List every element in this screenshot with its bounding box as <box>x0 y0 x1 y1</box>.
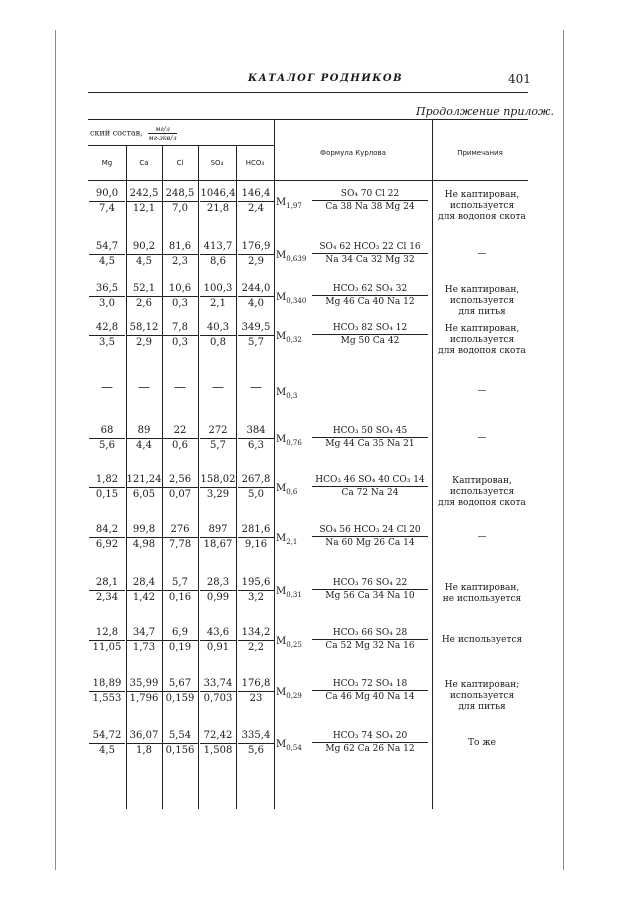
mineralization: $M_{0,54}$ <box>276 739 302 752</box>
mineralization-value: 1,97 <box>286 202 302 210</box>
value-mg-eq-per-l: 0,8 <box>210 337 226 348</box>
table-top-rule <box>88 119 528 120</box>
unit-fraction <box>148 125 177 142</box>
note-line: Не каптирован, <box>444 190 520 200</box>
formula-anions: HCO₃ 66 SO₄ 28 <box>312 627 428 640</box>
value-mg-eq-per-l: 0,16 <box>168 592 192 603</box>
note-line: Не каптирован; <box>444 680 520 690</box>
ion-value-cell <box>238 474 274 501</box>
value-mg-per-l: 99,8 <box>126 524 162 538</box>
ion-value-cell <box>126 283 162 310</box>
value-mg-eq-per-l: 0,99 <box>206 592 230 603</box>
note-line: Каптирован, <box>452 476 512 486</box>
value-mg-per-l: 18,89 <box>89 678 125 692</box>
formula-cations: Mg 62 Ca 26 Na 12 <box>325 744 415 754</box>
value-mg-eq-per-l: 0,156 <box>165 745 195 756</box>
note-line: используется <box>449 296 515 306</box>
value-mg-per-l: 89 <box>126 425 162 439</box>
ion-value-cell <box>200 241 236 268</box>
row-note <box>434 680 530 713</box>
value-mg-per-l: 244,0 <box>238 283 274 297</box>
row-note <box>434 386 530 397</box>
value-mg-per-l: 100,3 <box>200 283 236 297</box>
value-dash: — <box>212 380 224 394</box>
value-mg-eq-per-l: 1,42 <box>132 592 156 603</box>
mineralization-value: 0,25 <box>286 641 302 649</box>
ion-value-cell <box>200 474 236 501</box>
row-note <box>434 324 530 357</box>
ion-value-cell <box>89 241 125 268</box>
note-line: Не каптирован, <box>444 583 520 593</box>
formula-anions: HCO₃ 76 SO₄ 22 <box>312 577 428 590</box>
running-header-title: КАТАЛОГ РОДНИКОВ <box>248 73 404 84</box>
mineralization-value: 0,340 <box>286 297 307 305</box>
ion-value-cell <box>238 678 274 705</box>
mineralization-value: 0,76 <box>286 439 302 447</box>
value-mg-per-l: 349,5 <box>238 322 274 336</box>
ion-value-cell <box>238 188 274 215</box>
value-mg-per-l: 10,6 <box>162 283 198 297</box>
value-mg-per-l: 36,5 <box>89 283 125 297</box>
scan-edge-left <box>55 30 56 870</box>
formula-anions: SO₄ 56 HCO₃ 24 Cl 20 <box>312 524 428 537</box>
row-note <box>434 190 530 223</box>
value-mg-eq-per-l: 23 <box>249 693 263 704</box>
value-mg-per-l: 195,6 <box>238 577 274 591</box>
row-note <box>434 433 530 444</box>
kurlov-formula <box>312 524 428 549</box>
ion-value-cell <box>238 627 274 654</box>
mineralization-value: 0,29 <box>286 692 302 700</box>
kurlov-formula <box>312 241 428 266</box>
value-mg-eq-per-l: 1,8 <box>136 745 152 756</box>
row-note <box>434 583 530 605</box>
mineralization-value: 0,54 <box>286 744 302 752</box>
row-note <box>434 249 530 260</box>
kurlov-formula <box>312 474 428 499</box>
value-mg-eq-per-l: 0,15 <box>95 489 119 500</box>
ion-value-cell <box>162 577 198 604</box>
value-mg-per-l: 84,2 <box>89 524 125 538</box>
note-line: для водопоя скота <box>438 346 526 356</box>
ion-value-cell <box>89 425 125 452</box>
mineralization-value: 2,1 <box>286 538 298 546</box>
note-line: используется <box>449 487 515 497</box>
formula-anions: HCO₃ 62 SO₄ 32 <box>312 283 428 296</box>
formula-cations: Ca 46 Mg 40 Na 14 <box>325 692 415 702</box>
value-mg-eq-per-l: 4,4 <box>136 440 152 451</box>
ion-value-cell <box>162 678 198 705</box>
value-mg-per-l: 897 <box>200 524 236 538</box>
note-line: Не каптирован, <box>444 285 520 295</box>
value-mg-per-l: 68 <box>89 425 125 439</box>
ion-value-cell <box>200 524 236 551</box>
mineralization: $M_{0,32}$ <box>276 331 302 344</box>
formula-cations: Mg 56 Ca 34 Na 10 <box>325 591 415 601</box>
note-line: — <box>477 532 487 542</box>
value-dash: — <box>250 380 262 394</box>
value-mg-eq-per-l: 7,4 <box>99 203 115 214</box>
formula-cations: Mg 50 Ca 42 <box>340 336 400 346</box>
col-header-so4: SO₄ <box>210 159 224 167</box>
value-mg-eq-per-l: 6,05 <box>132 489 156 500</box>
value-mg-eq-per-l: 0,159 <box>165 693 195 704</box>
ion-value-cell <box>126 627 162 654</box>
kurlov-formula <box>312 283 428 308</box>
value-mg-per-l: 276 <box>162 524 198 538</box>
value-mg-per-l: 36,07 <box>126 730 162 744</box>
ion-value-cell <box>89 188 125 215</box>
continuation-note: Продолжение прилож. <box>416 105 555 118</box>
value-mg-eq-per-l: 8,6 <box>210 256 226 267</box>
header-bottom-rule <box>88 180 528 181</box>
note-line: Не каптирован, <box>444 324 520 334</box>
formula-cations: Ca 72 Na 24 <box>341 488 399 498</box>
value-mg-per-l: 176,8 <box>238 678 274 692</box>
value-mg-per-l: 134,2 <box>238 627 274 641</box>
ion-value-cell <box>162 627 198 654</box>
value-mg-per-l: 176,9 <box>238 241 274 255</box>
value-mg-eq-per-l: 2,9 <box>136 337 152 348</box>
ion-value-cell <box>238 425 274 452</box>
ion-value-cell <box>162 188 198 215</box>
value-mg-eq-per-l: 1,73 <box>132 642 156 653</box>
formula-anions: HCO₃ 82 SO₄ 12 <box>312 322 428 335</box>
value-mg-per-l: 40,3 <box>200 322 236 336</box>
ion-value-cell <box>238 283 274 310</box>
note-line: для водопоя скота <box>438 498 526 508</box>
ion-value-cell <box>89 283 125 310</box>
mineralization: $M_{0,3}$ <box>276 387 298 400</box>
ion-value-cell <box>126 322 162 349</box>
ion-value-cell <box>162 474 198 501</box>
ion-value-cell <box>126 730 162 757</box>
value-mg-per-l: 6,9 <box>162 627 198 641</box>
row-note <box>434 476 530 509</box>
note-line: не используется <box>442 594 522 604</box>
value-mg-per-l: 54,7 <box>89 241 125 255</box>
formula-cations: Na 60 Mg 26 Ca 14 <box>325 538 415 548</box>
value-mg-per-l: 281,6 <box>238 524 274 538</box>
formula-anions: HCO₃ 46 SO₄ 40 CO₃ 14 <box>312 474 428 487</box>
value-mg-per-l: 248,5 <box>162 188 198 202</box>
col-header-ca: Ca <box>139 159 149 167</box>
value-mg-per-l: 413,7 <box>200 241 236 255</box>
value-mg-eq-per-l: 0,703 <box>203 693 233 704</box>
value-mg-per-l: 52,1 <box>126 283 162 297</box>
note-line: для питья <box>458 307 506 317</box>
value-mg-per-l: 121,24 <box>126 474 162 488</box>
ion-value-cell <box>200 730 236 757</box>
ion-value-cell <box>89 577 125 604</box>
value-mg-per-l: 267,8 <box>238 474 274 488</box>
formula-cations: Ca 52 Mg 32 Na 16 <box>325 641 415 651</box>
note-line: Не используется <box>441 635 523 645</box>
value-mg-per-l: 90,0 <box>89 188 125 202</box>
formula-anions: HCO₃ 50 SO₄ 45 <box>312 425 428 438</box>
scan-edge-right <box>563 30 564 870</box>
ion-value-cell <box>238 577 274 604</box>
value-mg-eq-per-l: 9,16 <box>244 539 268 550</box>
col-header-hco3: HCO₃ <box>245 159 265 167</box>
ion-value-cell <box>162 322 198 349</box>
value-mg-per-l: 35,99 <box>126 678 162 692</box>
note-line: — <box>477 249 487 259</box>
kurlov-formula <box>312 577 428 602</box>
value-mg-per-l: 22 <box>162 425 198 439</box>
value-mg-per-l: 33,74 <box>200 678 236 692</box>
value-mg-per-l: 335,4 <box>238 730 274 744</box>
row-note <box>434 285 530 318</box>
value-mg-eq-per-l: 0,19 <box>168 642 192 653</box>
value-mg-eq-per-l: 3,29 <box>206 489 230 500</box>
mineralization: $M_{0,76}$ <box>276 434 302 447</box>
note-line: для питья <box>458 702 506 712</box>
ion-value-cell <box>126 678 162 705</box>
ion-value-cell <box>89 730 125 757</box>
value-mg-per-l: 81,6 <box>162 241 198 255</box>
ion-value-cell <box>126 577 162 604</box>
value-mg-eq-per-l: 2,2 <box>248 642 264 653</box>
mineralization: $M_{0,25}$ <box>276 636 302 649</box>
formula-cations: Mg 46 Ca 40 Na 12 <box>325 297 415 307</box>
value-mg-eq-per-l: 0,3 <box>172 337 188 348</box>
ion-value-cell <box>200 627 236 654</box>
value-mg-eq-per-l: 18,67 <box>203 539 233 550</box>
value-mg-per-l: 90,2 <box>126 241 162 255</box>
col-divider <box>236 145 237 809</box>
mineralization-value: 0,32 <box>286 336 302 344</box>
value-mg-per-l: 54,72 <box>89 730 125 744</box>
value-mg-eq-per-l: 0,07 <box>168 489 192 500</box>
formula-anions: SO₄ 62 HCO₃ 22 Cl 16 <box>312 241 428 254</box>
note-line: используется <box>449 335 515 345</box>
ion-value-cell <box>238 524 274 551</box>
value-mg-eq-per-l: 21,8 <box>206 203 230 214</box>
ion-value-cell <box>89 627 125 654</box>
value-mg-eq-per-l: 1,796 <box>129 693 159 704</box>
value-mg-eq-per-l: 5,6 <box>248 745 264 756</box>
ion-value-cell <box>200 577 236 604</box>
unit-top: мг/л <box>148 125 177 134</box>
value-mg-per-l: 1,82 <box>89 474 125 488</box>
ion-value-cell <box>200 322 236 349</box>
col-header-mg: Mg <box>101 159 113 167</box>
kurlov-formula <box>312 678 428 703</box>
value-mg-eq-per-l: 6,3 <box>248 440 264 451</box>
col-header-notes: Примечания <box>457 149 503 157</box>
subheader-rule <box>88 145 274 146</box>
value-mg-eq-per-l: 11,05 <box>92 642 122 653</box>
formula-anions: HCO₃ 72 SO₄ 18 <box>312 678 428 691</box>
value-mg-eq-per-l: 2,34 <box>95 592 119 603</box>
note-line: — <box>477 433 487 443</box>
value-mg-per-l: 42,8 <box>89 322 125 336</box>
value-mg-eq-per-l: 0,6 <box>172 440 188 451</box>
value-mg-eq-per-l: 1,508 <box>203 745 233 756</box>
col-divider <box>198 145 199 809</box>
formula-anions: SO₄ 70 Cl 22 <box>312 188 428 201</box>
mineralization-value: 0,6 <box>286 488 298 496</box>
ion-value-cell <box>200 188 236 215</box>
value-mg-eq-per-l: 4,5 <box>136 256 152 267</box>
ion-value-cell <box>162 425 198 452</box>
value-mg-per-l: 43,6 <box>200 627 236 641</box>
mineralization: $M_{0,6}$ <box>276 483 298 496</box>
ion-value-cell <box>126 241 162 268</box>
col-divider <box>432 119 433 809</box>
ion-value-cell <box>89 474 125 501</box>
value-mg-eq-per-l: 7,0 <box>172 203 188 214</box>
kurlov-formula <box>312 730 428 755</box>
composition-caption-text: ский состав, <box>90 128 143 138</box>
value-mg-eq-per-l: 7,78 <box>168 539 192 550</box>
ion-value-cell <box>89 524 125 551</box>
value-mg-per-l: 158,02 <box>200 474 236 488</box>
mineralization-value: 0,31 <box>286 591 302 599</box>
ion-value-cell <box>238 730 274 757</box>
value-mg-per-l: 5,67 <box>162 678 198 692</box>
value-mg-per-l: 5,7 <box>162 577 198 591</box>
value-mg-per-l: 2,56 <box>162 474 198 488</box>
value-mg-eq-per-l: 3,2 <box>248 592 264 603</box>
kurlov-formula <box>312 188 428 213</box>
value-mg-per-l: 28,1 <box>89 577 125 591</box>
value-mg-eq-per-l: 4,5 <box>99 256 115 267</box>
row-note <box>434 635 530 646</box>
mineralization-value: 0,3 <box>286 392 298 400</box>
value-mg-eq-per-l: 0,3 <box>172 298 188 309</box>
ion-value-cell <box>200 425 236 452</box>
kurlov-formula <box>312 425 428 450</box>
ion-value-cell <box>238 241 274 268</box>
value-mg-per-l: 12,8 <box>89 627 125 641</box>
ion-value-cell <box>126 188 162 215</box>
value-mg-per-l: 7,8 <box>162 322 198 336</box>
mineralization: $M_{0,31}$ <box>276 586 302 599</box>
mineralization: $M_{0,29}$ <box>276 687 302 700</box>
value-mg-per-l: 1046,4 <box>200 188 236 202</box>
value-mg-per-l: 5,54 <box>162 730 198 744</box>
ion-value-cell <box>126 524 162 551</box>
value-mg-per-l: 34,7 <box>126 627 162 641</box>
value-mg-eq-per-l: 2,4 <box>248 203 264 214</box>
value-mg-per-l: 72,42 <box>200 730 236 744</box>
value-dash: — <box>101 380 113 394</box>
col-header-cl: Cl <box>176 159 184 167</box>
value-dash: — <box>174 380 186 394</box>
ion-value-cell <box>200 678 236 705</box>
value-mg-eq-per-l: 12,1 <box>132 203 156 214</box>
value-dash: — <box>138 380 150 394</box>
mineralization: $M_{2,1}$ <box>276 533 298 546</box>
formula-cations: Mg 44 Ca 35 Na 21 <box>325 439 415 449</box>
note-line: используется <box>449 691 515 701</box>
ion-value-cell <box>162 283 198 310</box>
unit-bottom: мг-экв/л <box>148 134 177 142</box>
row-note <box>434 738 530 749</box>
value-mg-eq-per-l: 4,98 <box>132 539 156 550</box>
col-header-formula: Формула Курлова <box>320 149 386 157</box>
value-mg-eq-per-l: 3,5 <box>99 337 115 348</box>
note-line: — <box>477 386 487 396</box>
ion-value-cell <box>126 425 162 452</box>
value-mg-per-l: 146,4 <box>238 188 274 202</box>
value-mg-per-l: 272 <box>200 425 236 439</box>
row-note <box>434 532 530 543</box>
mineralization-value: 0,639 <box>286 255 307 263</box>
ion-value-cell <box>126 474 162 501</box>
value-mg-per-l: 28,4 <box>126 577 162 591</box>
header-rule <box>88 92 528 93</box>
note-line: То же <box>468 738 496 748</box>
value-mg-eq-per-l: 4,5 <box>99 745 115 756</box>
mineralization: $M_{0,340}$ <box>276 292 307 305</box>
formula-cations: Ca 38 Na 38 Mg 24 <box>325 202 415 212</box>
value-mg-eq-per-l: 5,7 <box>210 440 226 451</box>
value-mg-eq-per-l: 1,553 <box>92 693 122 704</box>
value-mg-eq-per-l: 5,7 <box>248 337 264 348</box>
ion-value-cell <box>238 322 274 349</box>
ion-value-cell <box>162 241 198 268</box>
value-mg-eq-per-l: 4,0 <box>248 298 264 309</box>
ion-value-cell <box>89 322 125 349</box>
value-mg-eq-per-l: 5,0 <box>248 489 264 500</box>
note-line: используется <box>449 201 515 211</box>
kurlov-formula <box>312 627 428 652</box>
ion-value-cell <box>89 678 125 705</box>
value-mg-eq-per-l: 6,92 <box>95 539 119 550</box>
formula-anions: HCO₃ 74 SO₄ 20 <box>312 730 428 743</box>
mineralization: $M_{0,639}$ <box>276 250 307 263</box>
composition-caption <box>90 125 177 142</box>
formula-cations: Na 34 Ca 32 Mg 32 <box>325 255 415 265</box>
value-mg-eq-per-l: 5,6 <box>99 440 115 451</box>
col-divider <box>274 119 275 809</box>
value-mg-eq-per-l: 0,91 <box>206 642 230 653</box>
value-mg-per-l: 58,12 <box>126 322 162 336</box>
ion-value-cell <box>200 283 236 310</box>
value-mg-per-l: 28,3 <box>200 577 236 591</box>
page-number: 401 <box>508 72 531 86</box>
note-line: для водопоя скота <box>438 212 526 222</box>
value-mg-eq-per-l: 2,3 <box>172 256 188 267</box>
kurlov-formula <box>312 322 428 347</box>
value-mg-eq-per-l: 2,9 <box>248 256 264 267</box>
value-mg-per-l: 384 <box>238 425 274 439</box>
value-mg-per-l: 242,5 <box>126 188 162 202</box>
ion-value-cell <box>162 524 198 551</box>
value-mg-eq-per-l: 2,1 <box>210 298 226 309</box>
value-mg-eq-per-l: 3,0 <box>99 298 115 309</box>
value-mg-eq-per-l: 2,6 <box>136 298 152 309</box>
mineralization: $M_{1,97}$ <box>276 197 302 210</box>
ion-value-cell <box>162 730 198 757</box>
